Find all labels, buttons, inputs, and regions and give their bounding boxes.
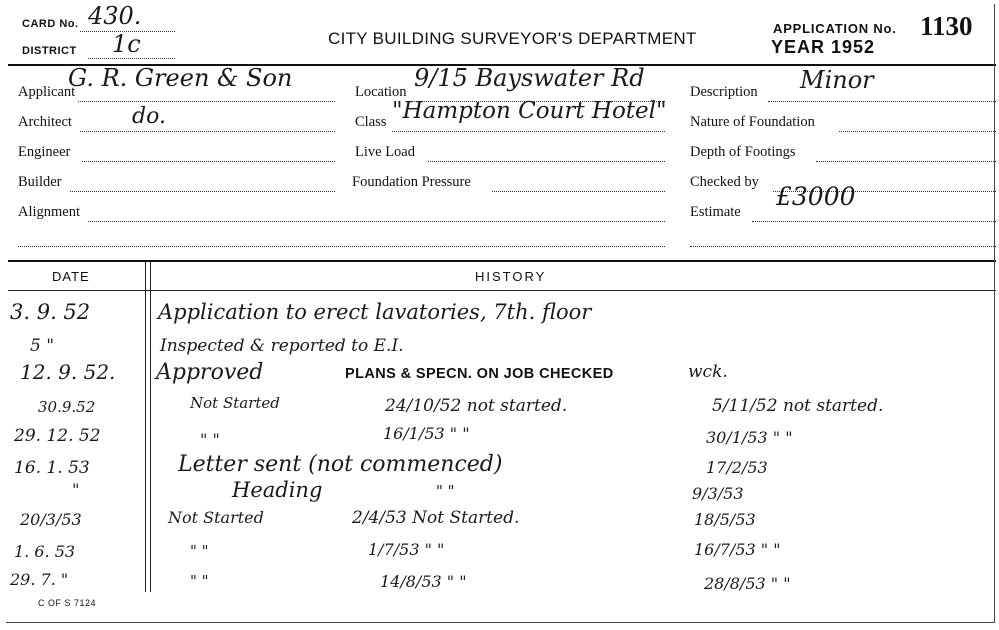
history-row-note: 24/10/52 not started. [385, 396, 568, 416]
description-label: Description [690, 84, 758, 100]
builder-line [70, 191, 335, 192]
district-value: 1c [112, 30, 141, 58]
district-label: DISTRICT [22, 45, 77, 57]
date-column-divider-inner [150, 262, 151, 592]
checked-by-label: Checked by [690, 174, 759, 190]
depth-of-footings-label: Depth of Footings [690, 144, 796, 160]
blank-line-right [690, 246, 996, 247]
history-header-rule [8, 290, 996, 291]
alignment-line [88, 221, 665, 222]
estimate-value: £3000 [776, 182, 856, 211]
history-row-date: 3. 9. 52 [10, 300, 91, 324]
history-row-note: 1/7/53 " " [368, 540, 445, 559]
live-load-label: Live Load [355, 144, 415, 160]
application-label: APPLICATION No. [773, 21, 897, 36]
engineer-label: Engineer [18, 144, 71, 160]
history-row-note: 2/4/53 Not Started. [352, 508, 520, 528]
card-no-value: 430. [88, 2, 142, 30]
builder-label: Builder [18, 174, 62, 190]
history-row-note: 14/8/53 " " [380, 572, 467, 591]
history-row-note: 17/2/53 [706, 458, 768, 477]
history-row-note: " " [436, 482, 455, 500]
class-line [392, 131, 665, 132]
history-row-note: Letter sent (not commenced) [178, 452, 503, 477]
description-line [768, 101, 996, 102]
history-row-date: 1. 6. 53 [14, 542, 76, 561]
history-row-date: 30.9.52 [38, 398, 96, 416]
history-row-note: Not Started [190, 394, 280, 412]
date-column-divider [145, 262, 146, 592]
location-value: 9/15 Bayswater Rd [414, 64, 645, 92]
class-value: "Hampton Court Hotel" [392, 98, 667, 124]
live-load-line [428, 161, 665, 162]
history-row-note: 30/1/53 " " [706, 428, 793, 447]
history-row-note: 5/11/52 not started. [712, 396, 884, 416]
history-row-text: Application to erect lavatories, 7th. floor [158, 300, 592, 324]
class-label: Class [355, 114, 387, 130]
history-row-note: " " [200, 430, 220, 449]
history-row-note: 16/7/53 " " [694, 540, 781, 559]
history-row-date: 29. 12. 52 [14, 426, 101, 446]
alignment-label: Alignment [18, 204, 81, 220]
location-label: Location [355, 84, 407, 100]
architect-label: Architect [18, 114, 72, 130]
card-no-label: CARD No. [22, 18, 79, 30]
history-row-date: 29. 7. " [10, 570, 69, 589]
history-row-date: 16. 1. 53 [14, 458, 90, 478]
application-number: 1130 [920, 11, 973, 41]
history-row-date: " [72, 480, 80, 499]
history-row-note: 18/5/53 [694, 510, 756, 529]
history-row-note: 28/8/53 " " [704, 574, 791, 593]
date-header: DATE [52, 269, 90, 284]
history-row-text: Approved [156, 360, 264, 385]
history-row-date: 5 " [30, 336, 55, 356]
nature-of-foundation-label: Nature of Foundation [690, 114, 815, 130]
description-value: Minor [800, 66, 874, 94]
applicant-value: G. R. Green & Son [68, 64, 293, 92]
history-row-text: Inspected & reported to E.I. [160, 336, 404, 356]
history-row-note: 16/1/53 " " [383, 424, 470, 443]
history-row-date: 20/3/53 [20, 510, 82, 529]
engineer-line [82, 161, 335, 162]
year-label: YEAR 1952 [771, 37, 876, 57]
history-row-note: " " [190, 542, 209, 560]
applicant-line [78, 101, 335, 102]
history-row-note: 9/3/53 [692, 484, 744, 503]
estimate-label: Estimate [690, 204, 741, 220]
foundation-pressure-label: Foundation Pressure [352, 174, 471, 190]
applicant-label: Applicant [18, 84, 76, 100]
history-row-initials: wck. [688, 362, 728, 382]
plans-checked-stamp: PLANS & SPECN. ON JOB CHECKED [345, 366, 614, 382]
blank-line [18, 246, 665, 247]
district-line [88, 58, 175, 59]
foundation-pressure-line [492, 191, 665, 192]
history-row-note: Heading [232, 478, 323, 502]
history-top-rule [8, 260, 996, 262]
depth-of-footings-line [816, 161, 996, 162]
history-header: HISTORY [475, 269, 547, 284]
history-row-date: 12. 9. 52. [20, 360, 116, 384]
history-row-note: " " [190, 572, 209, 590]
form-code: C OF S 7124 [38, 598, 97, 608]
department-title: CITY BUILDING SURVEYOR'S DEPARTMENT [328, 29, 697, 48]
architect-value: do. [132, 104, 166, 129]
estimate-line [752, 221, 996, 222]
architect-line [80, 131, 335, 132]
history-row-note: Not Started [168, 508, 264, 527]
nature-of-foundation-line [839, 131, 996, 132]
